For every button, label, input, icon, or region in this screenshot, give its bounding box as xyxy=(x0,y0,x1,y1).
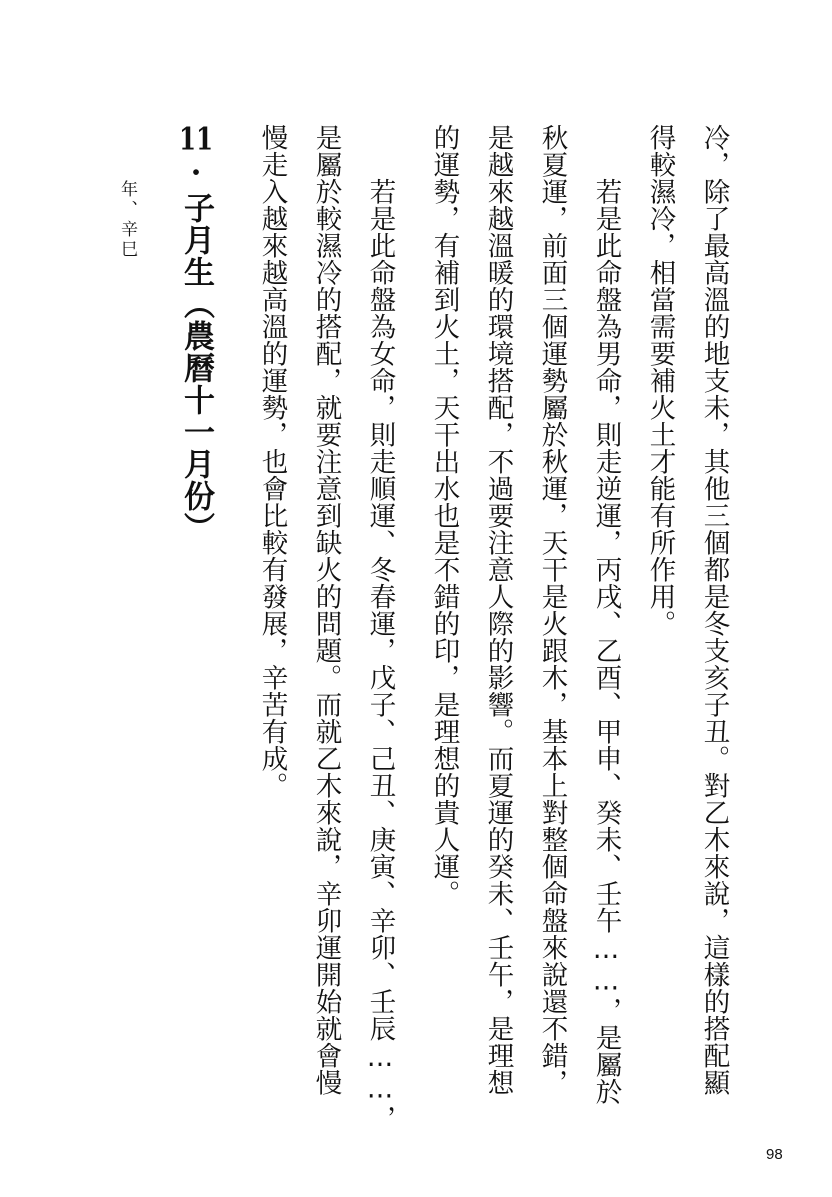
text-line-7: 若是此命盤為女命，則走順運、冬春運，戊子、己丑、庚寅、辛卯、壬辰……， xyxy=(364,178,396,1132)
text-line-2: 得較濕冷，相當需要補火土才能有所作用。 xyxy=(644,124,676,637)
heading-dot: · xyxy=(178,155,214,192)
section-heading xyxy=(178,124,214,544)
heading-paren-close: ） xyxy=(178,512,214,544)
side-note: 年、辛巳 xyxy=(117,180,137,260)
text-line-3: 若是此命盤為男命，則走逆運，丙戌、乙酉、甲申、癸未、壬午……，是屬於 xyxy=(590,178,622,1105)
text-line-5: 是越來越溫暖的環境搭配，不過要注意人際的影響。而夏運的癸未、壬午，是理想 xyxy=(482,124,514,1096)
heading-subtitle: 農曆十一月份 xyxy=(178,320,214,512)
text-line-1: 冷，除了最高溫的地支未，其他三個都是冬支亥子丑。對乙木來說，這樣的搭配顯 xyxy=(698,124,730,1096)
text-line-8: 是屬於較濕冷的搭配，就要注意到缺火的問題。而就乙木來說，辛卯運開始就會慢 xyxy=(310,124,342,1096)
text-line-4: 秋夏運，前面三個運勢屬於秋運，天干是火跟木，基本上對整個命盤來說還不錯， xyxy=(536,124,568,1096)
heading-title: 子月生 xyxy=(178,192,214,288)
heading-number: 11 xyxy=(178,124,214,155)
page-number: 98 xyxy=(766,1146,783,1163)
text-line-9: 慢走入越來越高溫的運勢，也會比較有發展，辛苦有成。 xyxy=(256,124,288,799)
heading-paren-open: （ xyxy=(178,288,214,320)
text-line-6: 的運勢，有補到火土，天干出水也是不錯的印，是理想的貴人運。 xyxy=(428,124,460,907)
